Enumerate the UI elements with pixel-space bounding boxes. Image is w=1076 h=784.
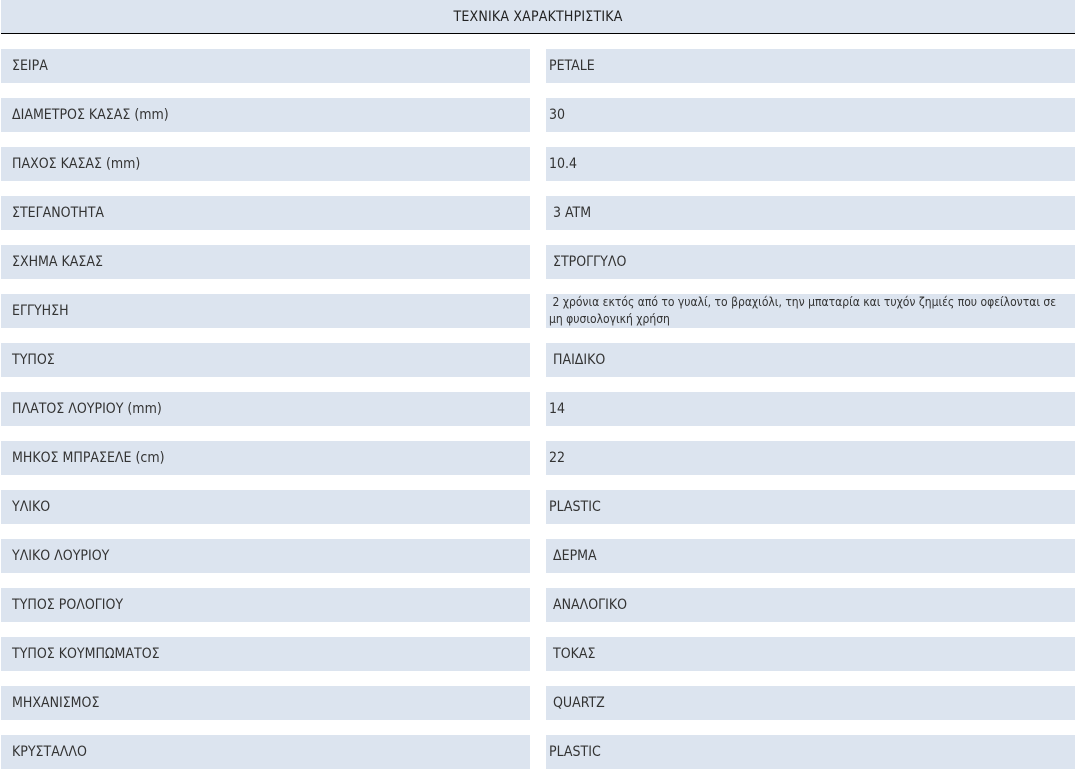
row-separator <box>1 132 530 147</box>
row-separator <box>546 622 1075 637</box>
spec-label: ΠΑΧΟΣ ΚΑΣΑΣ (mm) <box>1 147 530 181</box>
row-separator <box>546 524 1075 539</box>
row-separator <box>1 426 530 441</box>
spec-label: ΜΗΧΑΝΙΣΜΟΣ <box>1 686 530 720</box>
spec-row <box>0 392 1076 441</box>
spec-label: ΤΥΠΟΣ ΚΟΥΜΠΩΜΑΤΟΣ <box>1 637 530 671</box>
spec-label: ΣΕΙΡΑ <box>1 49 530 83</box>
spec-label: ΤΥΠΟΣ <box>1 343 530 377</box>
spec-row <box>0 588 1076 637</box>
spec-row <box>0 147 1076 196</box>
row-separator <box>1 377 530 392</box>
spec-row <box>0 343 1076 392</box>
spec-label: ΚΡΥΣΤΑΛΛΟ <box>1 735 530 769</box>
row-separator <box>546 328 1075 343</box>
spec-value: ΔΕΡΜΑ <box>546 539 1075 573</box>
spec-value: 14 <box>546 392 1075 426</box>
spec-value: ΠΑΙΔΙΚΟ <box>546 343 1075 377</box>
spec-row <box>0 98 1076 147</box>
spec-value: 3 ATM <box>546 196 1075 230</box>
row-separator <box>546 181 1075 196</box>
row-separator <box>546 475 1075 490</box>
spec-label: ΜΗΚΟΣ ΜΠΡΑΣΕΛΕ (cm) <box>1 441 530 475</box>
row-separator <box>1 720 530 735</box>
spec-row <box>0 686 1076 735</box>
spec-row <box>0 637 1076 686</box>
row-separator <box>546 720 1075 735</box>
spec-row <box>0 294 1076 343</box>
spec-value: 2 χρόνια εκτός από το γυαλί, το βραχιόλι, την μπαταρία και τυχόν ζημιές που οφείλονται σε μη φυσιολογική χρήση <box>546 294 1075 328</box>
spec-value: QUARTZ <box>546 686 1075 720</box>
row-separator <box>546 671 1075 686</box>
spec-row <box>0 196 1076 245</box>
row-separator <box>546 279 1075 294</box>
spec-row <box>0 490 1076 539</box>
spec-value: PLASTIC <box>546 735 1075 769</box>
spec-label: ΣΧΗΜΑ ΚΑΣΑΣ <box>1 245 530 279</box>
spec-row <box>0 49 1076 98</box>
row-separator <box>546 426 1075 441</box>
spec-value: ΣΤΡΟΓΓΥΛΟ <box>546 245 1075 279</box>
spec-row <box>0 735 1076 784</box>
spec-label: ΣΤΕΓΑΝΟΤΗΤΑ <box>1 196 530 230</box>
row-separator <box>1 181 530 196</box>
row-separator <box>546 377 1075 392</box>
row-separator <box>546 83 1075 98</box>
spec-value: 30 <box>546 98 1075 132</box>
spec-label: ΠΛΑΤΟΣ ΛΟΥΡΙΟΥ (mm) <box>1 392 530 426</box>
spec-value: PLASTIC <box>546 490 1075 524</box>
row-separator <box>546 132 1075 147</box>
spec-row <box>0 441 1076 490</box>
spec-label: ΥΛΙΚΟ ΛΟΥΡΙΟΥ <box>1 539 530 573</box>
row-separator <box>1 328 530 343</box>
row-separator <box>1 83 530 98</box>
spec-label: ΤΥΠΟΣ ΡΟΛΟΓΙΟΥ <box>1 588 530 622</box>
row-separator <box>1 230 530 245</box>
spec-label: ΕΓΓΥΗΣΗ <box>1 294 530 328</box>
spec-row <box>0 245 1076 294</box>
spec-label: ΔΙΑΜΕΤΡΟΣ ΚΑΣΑΣ (mm) <box>1 98 530 132</box>
row-separator <box>546 573 1075 588</box>
row-separator <box>1 622 530 637</box>
spec-value: 22 <box>546 441 1075 475</box>
row-separator <box>1 524 530 539</box>
row-separator <box>1 279 530 294</box>
spec-label: ΥΛΙΚΟ <box>1 490 530 524</box>
row-separator <box>546 230 1075 245</box>
spec-row <box>0 539 1076 588</box>
spec-value: ΤΟΚΑΣ <box>546 637 1075 671</box>
row-separator <box>1 671 530 686</box>
spec-value: 10.4 <box>546 147 1075 181</box>
spec-value: PETALE <box>546 49 1075 83</box>
row-separator <box>1 475 530 490</box>
row-separator <box>1 573 530 588</box>
spec-value: ΑΝΑΛΟΓΙΚΟ <box>546 588 1075 622</box>
specs-table-title: ΤΕΧΝΙΚΑ ΧΑΡΑΚΤΗΡΙΣΤΙΚΑ <box>1 0 1075 34</box>
